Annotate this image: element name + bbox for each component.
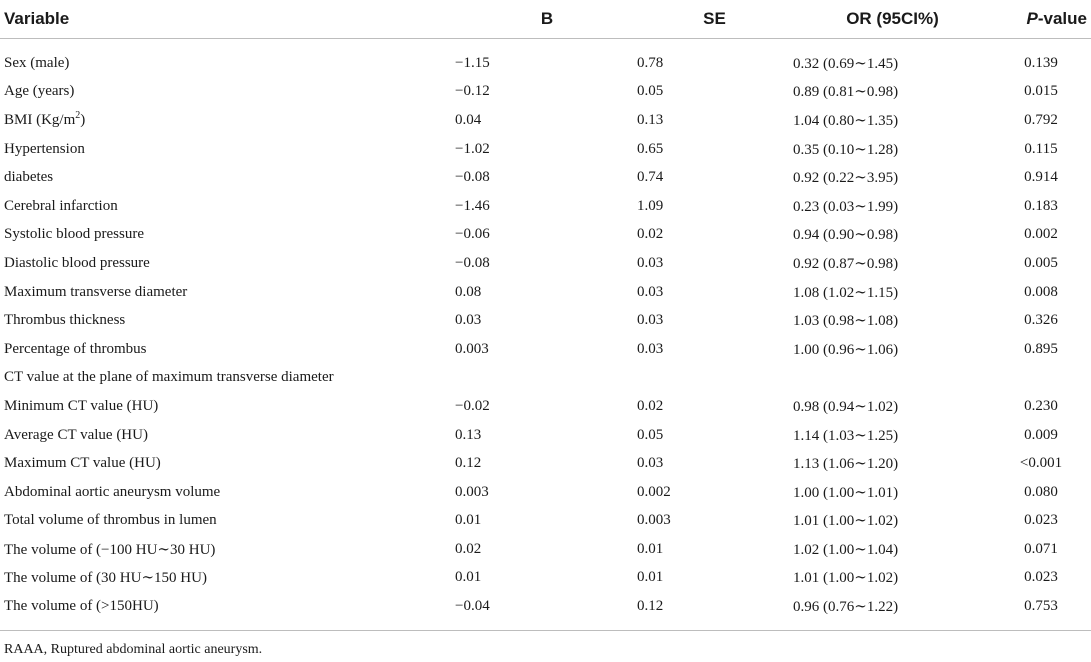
cell-b: 0.03 (455, 312, 482, 329)
table-footnote: RAAA, Ruptured abdominal aortic aneurysm. (4, 641, 263, 657)
cell-or: 1.01 (1.00∼1.02) (793, 570, 899, 587)
variable-text: Average CT value (HU) (4, 426, 148, 443)
cell-p-value: 0.008 (1024, 283, 1058, 300)
cell-variable (0, 163, 455, 192)
header-b: B (455, 0, 635, 39)
table-row (0, 564, 1091, 593)
table-row (0, 39, 1091, 78)
cell-p-value: 0.071 (1024, 540, 1058, 557)
cell-p-value: 0.792 (1024, 111, 1058, 128)
cell-or: 1.02 (1.00∼1.04) (793, 541, 899, 558)
table-row (0, 449, 1091, 478)
table-row (0, 364, 1091, 393)
cell-p-value: 0.230 (1024, 397, 1058, 414)
table-body (0, 39, 1091, 621)
table-row (0, 392, 1091, 421)
variable-text: Diastolic blood pressure (4, 254, 150, 271)
cell-se: 0.03 (637, 455, 664, 472)
cell-b: 0.08 (455, 283, 482, 300)
table-row (0, 249, 1091, 278)
cell-p-value: 0.002 (1024, 226, 1058, 243)
cell-variable (0, 306, 455, 335)
cell-or: 0.89 (0.81∼0.98) (793, 84, 899, 101)
header-row (0, 0, 1091, 39)
cell-b (455, 364, 635, 393)
cell-p-value: 0.914 (1024, 169, 1058, 186)
cell-or: 1.08 (1.02∼1.15) (793, 284, 899, 301)
cell-se: 0.74 (637, 169, 664, 186)
table-row (0, 163, 1091, 192)
cell-variable (0, 249, 455, 278)
cell-p-value: 0.753 (1024, 598, 1058, 615)
cell-or: 0.96 (0.76∼1.22) (793, 599, 899, 616)
cell-p-value: 0.183 (1024, 197, 1058, 214)
cell-se: 1.09 (637, 197, 664, 214)
cell-or: 0.98 (0.94∼1.02) (793, 398, 899, 415)
cell-or: 1.13 (1.06∼1.20) (793, 456, 899, 473)
variable-text: Thrombus thickness (4, 312, 126, 329)
cell-se: 0.12 (637, 598, 664, 615)
table-row (0, 335, 1091, 364)
cell-or: 0.92 (0.87∼0.98) (793, 255, 899, 272)
cell-p-value (991, 364, 1091, 393)
table-header (0, 0, 1091, 39)
variable-text: The volume of (>150HU) (4, 598, 159, 615)
variable-text: Hypertension (4, 140, 85, 157)
cell-se: 0.78 (637, 54, 664, 71)
variable-text: BMI (Kg/m (4, 111, 76, 128)
table-row (0, 421, 1091, 450)
cell-variable (0, 78, 455, 107)
header-p-suffix: -value (1037, 9, 1087, 28)
cell-se: 0.05 (637, 426, 664, 443)
cell-variable (0, 392, 455, 421)
header-p-value (991, 0, 1091, 39)
cell-se (635, 364, 790, 393)
cell-or: 0.94 (0.90∼0.98) (793, 227, 899, 244)
cell-variable (0, 278, 455, 307)
table-row (0, 278, 1091, 307)
cell-or: 0.32 (0.69∼1.45) (793, 55, 899, 72)
table-row (0, 535, 1091, 564)
cell-b: −0.02 (455, 397, 490, 414)
table-row (0, 478, 1091, 507)
table-row (0, 78, 1091, 107)
variable-text: Maximum CT value (HU) (4, 455, 161, 472)
cell-b: −0.12 (455, 83, 490, 100)
variable-text: Abdominal aortic aneurysm volume (4, 483, 221, 500)
variable-text: Minimum CT value (HU) (4, 397, 159, 414)
cell-se: 0.02 (637, 226, 664, 243)
header-se: SE (635, 0, 790, 39)
cell-p-value: 0.023 (1024, 512, 1058, 529)
cell-se: 0.01 (637, 569, 664, 586)
cell-variable (0, 135, 455, 164)
table-row (0, 592, 1091, 621)
cell-or (790, 364, 991, 393)
cell-b: −1.15 (455, 54, 490, 71)
cell-variable (0, 449, 455, 478)
cell-or: 1.00 (0.96∼1.06) (793, 341, 899, 358)
table-row (0, 221, 1091, 250)
cell-b: 0.01 (455, 569, 482, 586)
cell-b: −0.08 (455, 254, 490, 271)
cell-p-value: 0.005 (1024, 254, 1058, 271)
cell-p-value: 0.015 (1024, 83, 1058, 100)
cell-variable (0, 592, 455, 621)
cell-variable (0, 507, 455, 536)
header-p-italic: P (1026, 9, 1038, 28)
variable-superscript: 2 (75, 109, 81, 121)
variable-text: diabetes (4, 169, 54, 186)
cell-p-value: 0.009 (1024, 426, 1058, 443)
cell-b: 0.003 (455, 340, 489, 357)
variable-text: The volume of (−100 HU∼30 HU) (4, 541, 216, 558)
cell-p-value: <0.001 (1019, 455, 1063, 472)
table-row (0, 306, 1091, 335)
cell-p-value: 0.115 (1024, 140, 1058, 157)
cell-p-value: 0.139 (1024, 54, 1058, 71)
variable-text: Cerebral infarction (4, 197, 118, 214)
cell-variable (0, 106, 455, 135)
cell-p-value: 0.023 (1024, 569, 1058, 586)
cell-or: 1.01 (1.00∼1.02) (793, 513, 899, 530)
cell-variable (0, 564, 455, 593)
cell-or: 0.35 (0.10∼1.28) (793, 141, 899, 158)
variable-text: The volume of (30 HU∼150 HU) (4, 570, 207, 587)
cell-b: 0.04 (455, 111, 482, 128)
variable-suffix: ) (80, 111, 86, 128)
cell-se: 0.03 (637, 340, 664, 357)
cell-variable (0, 535, 455, 564)
cell-b: −0.08 (455, 169, 490, 186)
variable-text: Age (years) (4, 83, 75, 100)
cell-p-value: 0.326 (1024, 312, 1058, 329)
variable-text: Maximum transverse diameter (4, 283, 188, 300)
cell-or: 1.14 (1.03∼1.25) (793, 427, 899, 444)
cell-se: 0.01 (637, 540, 664, 557)
cell-se: 0.65 (637, 140, 664, 157)
cell-se: 0.002 (637, 483, 671, 500)
variable-text: Total volume of thrombus in lumen (4, 512, 217, 529)
cell-se: 0.02 (637, 397, 664, 414)
cell-se: 0.03 (637, 312, 664, 329)
cell-p-value: 0.895 (1024, 340, 1058, 357)
cell-se: 0.003 (637, 512, 671, 529)
header-variable: Variable (0, 0, 455, 39)
table-row (0, 507, 1091, 536)
cell-b: 0.13 (455, 426, 482, 443)
cell-b: −1.02 (455, 140, 490, 157)
cell-se: 0.03 (637, 254, 664, 271)
variable-text: Sex (male) (4, 54, 70, 71)
cell-b: 0.01 (455, 512, 482, 529)
cell-variable (0, 335, 455, 364)
cell-variable (0, 192, 455, 221)
cell-variable (0, 364, 455, 393)
table-row (0, 192, 1091, 221)
cell-se: 0.13 (637, 111, 664, 128)
cell-or: 0.92 (0.22∼3.95) (793, 170, 899, 187)
cell-or: 0.23 (0.03∼1.99) (793, 198, 899, 215)
table-row (0, 106, 1091, 135)
cell-se: 0.03 (637, 283, 664, 300)
cell-or: 1.03 (0.98∼1.08) (793, 313, 899, 330)
cell-variable (0, 221, 455, 250)
cell-or: 1.00 (1.00∼1.01) (793, 484, 899, 501)
cell-or: 1.04 (0.80∼1.35) (793, 112, 899, 129)
cell-b: 0.003 (455, 483, 489, 500)
cell-b: −1.46 (455, 197, 490, 214)
variable-text: CT value at the plane of maximum transverse diameter (4, 369, 334, 386)
table-row (0, 135, 1091, 164)
variable-text: Systolic blood pressure (4, 226, 144, 243)
cell-p-value: 0.080 (1024, 483, 1058, 500)
cell-b: 0.02 (455, 540, 482, 557)
cell-variable (0, 421, 455, 450)
cell-b: −0.06 (455, 226, 490, 243)
cell-variable (0, 39, 455, 78)
header-or: OR (95CI%) (790, 0, 991, 39)
cell-se: 0.05 (637, 83, 664, 100)
cell-variable (0, 478, 455, 507)
variable-text: Percentage of thrombus (4, 340, 147, 357)
cell-b: −0.04 (455, 598, 490, 615)
cell-b: 0.12 (455, 455, 482, 472)
